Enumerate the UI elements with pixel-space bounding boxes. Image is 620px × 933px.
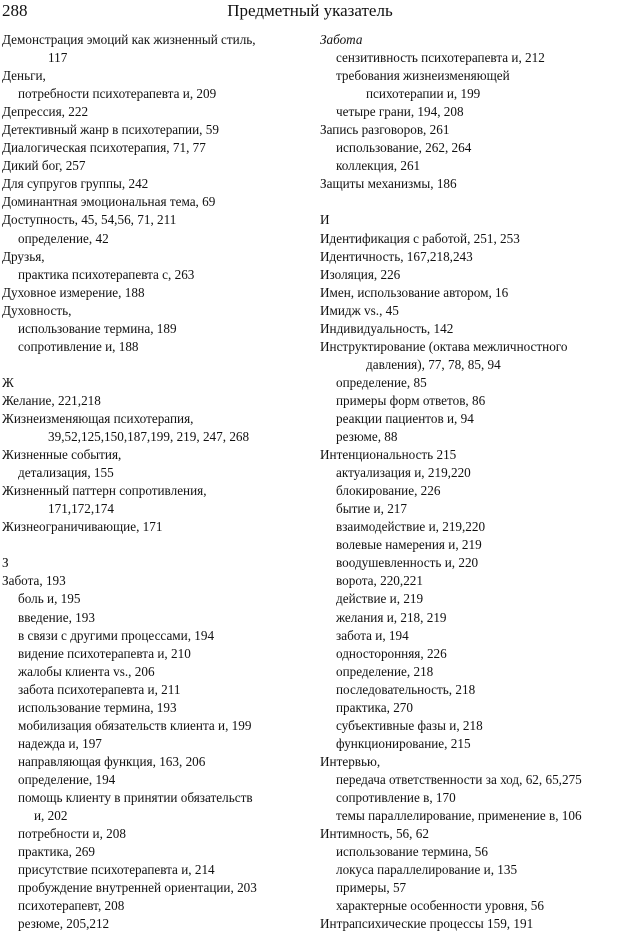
index-entry: Жизнеограничивающие, 171 [2, 519, 163, 535]
index-entry: Диалогическая психотерапия, 71, 77 [2, 140, 206, 156]
index-entry: Детективный жанр в психотерапии, 59 [2, 122, 219, 138]
page-number: 288 [2, 1, 28, 20]
index-subentry: бытие и, 217 [336, 501, 407, 517]
index-subentry: использование термина, 189 [18, 320, 177, 336]
spacer-line [2, 536, 308, 554]
index-entry: Желание, 221,218 [2, 392, 101, 408]
index-entry: Депрессия, 222 [2, 104, 89, 120]
index-subentry: четыре грани, 194, 208 [336, 104, 464, 120]
index-subentry: сензитивность психотерапевта и, 212 [336, 50, 545, 66]
index-subentry: боль и, 195 [18, 591, 81, 607]
index-entry: Деньги, [2, 68, 46, 84]
index-subentry: сопротивление в, 170 [336, 789, 456, 805]
index-entry: Дикий бог, 257 [2, 158, 86, 174]
index-subentry: и, 202 [34, 808, 68, 824]
index-subentry: действие и, 219 [336, 591, 424, 607]
index-subentry: помощь клиенту в принятии обязательств [18, 789, 253, 805]
index-subentry: определение, 218 [336, 663, 434, 679]
index-subentry: надежда и, 197 [18, 735, 102, 751]
index-subentry: использование термина, 56 [336, 844, 488, 860]
index-entry: Жизненные события, [2, 447, 122, 463]
index-entry: Друзья, [2, 248, 45, 264]
index-subentry: примеры, 57 [336, 880, 407, 896]
index-subentry: ворота, 220,221 [336, 573, 423, 589]
index-subentry: желания и, 218, 219 [336, 609, 447, 625]
index-subentry: блокирование, 226 [336, 483, 441, 499]
page-title: Предметный указатель [227, 1, 393, 20]
index-subentry: жалобы клиента vs., 206 [18, 663, 155, 679]
index-subentry: 117 [48, 50, 68, 66]
index-entry: Доминантная эмоциональная тема, 69 [2, 194, 216, 210]
index-subentry: мобилизация обязательств клиента и, 199 [18, 717, 252, 733]
index-subentry: односторонняя, 226 [336, 645, 447, 661]
index-entry: З [2, 555, 9, 571]
index-entry: Запись разговоров, 261 [320, 122, 450, 138]
index-subentry: психотерапии и, 199 [366, 86, 481, 102]
index-subentry: введение, 193 [18, 609, 95, 625]
index-subentry: примеры форм ответов, 86 [336, 392, 486, 408]
index-subentry: 171,172,174 [48, 501, 114, 517]
index-subentry: определение, 194 [18, 771, 116, 787]
index-column-left [2, 31, 308, 933]
index-subentry: последовательность, 218 [336, 681, 476, 697]
index-subentry: давления), 77, 78, 85, 94 [366, 356, 501, 372]
index-subentry: сопротивление и, 188 [18, 338, 139, 354]
index-subentry: определение, 42 [18, 230, 109, 246]
index-column-right [320, 31, 618, 933]
index-entry: Интервью, [320, 753, 381, 769]
index-entry: Имидж vs., 45 [320, 302, 399, 318]
index-entry: Духовное измерение, 188 [2, 284, 145, 300]
index-entry: Жизнеизменяющая психотерапия, [2, 410, 194, 426]
spacer-line [320, 193, 618, 211]
index-entry: Забота, 193 [2, 573, 66, 589]
index-subentry: коллекция, 261 [336, 158, 421, 174]
index-subentry: пробуждение внутренней ориентации, 203 [18, 880, 257, 896]
index-subentry: практика, 269 [18, 844, 95, 860]
index-entry: Идентификация с работой, 251, 253 [320, 230, 520, 246]
index-entry: Изоляция, 226 [320, 266, 401, 282]
index-subentry: забота и, 194 [336, 627, 409, 643]
page-header [0, 0, 620, 26]
index-subentry: 39,52,125,150,187,199, 219, 247, 268 [48, 429, 250, 445]
index-entry: Интрапсихические процессы 159, 191 [320, 916, 534, 932]
index-subentry: передача ответственности за ход, 62, 65,275 [336, 771, 582, 787]
index-entry: Забота [320, 32, 363, 47]
index-subentry: субъективные фазы и, 218 [336, 717, 483, 733]
index-entry: Демонстрация эмоций как жизненный стиль, [2, 32, 256, 47]
spacer-line [2, 356, 308, 374]
index-subentry: актуализация и, 219,220 [336, 465, 471, 481]
index-subentry: требования жизнеизменяющей [336, 68, 510, 84]
index-entry: Доступность, 45, 54,56, 71, 211 [2, 212, 177, 228]
index-entry: И [320, 212, 330, 228]
index-subentry: забота психотерапевта и, 211 [18, 681, 181, 697]
index-entry: Инструктирование (октава межличностного [320, 338, 568, 354]
index-entry: Ж [2, 374, 14, 390]
index-subentry: воодушевленность и, 220 [336, 555, 479, 571]
index-subentry: в связи с другими процессами, 194 [18, 627, 215, 643]
index-entry: Имен, использование автором, 16 [320, 284, 509, 300]
index-subentry: функционирование, 215 [336, 735, 471, 751]
index-subentry: направляющая функция, 163, 206 [18, 753, 206, 769]
index-subentry: потребности и, 208 [18, 826, 126, 842]
index-entry: Интенциональность 215 [320, 447, 457, 463]
index-entry: Идентичность, 167,218,243 [320, 248, 473, 264]
index-subentry: темы параллелирование, применение в, 106 [336, 808, 582, 824]
index-subentry: резюме, 205,212 [18, 916, 110, 932]
index-entry: Индивидуальность, 142 [320, 320, 454, 336]
index-subentry: присутствие психотерапевта и, 214 [18, 862, 215, 878]
index-subentry: резюме, 88 [336, 429, 398, 445]
index-entry: Интимность, 56, 62 [320, 826, 429, 842]
index-subentry: использование термина, 193 [18, 699, 177, 715]
index-entry: Жизненный паттерн сопротивления, [2, 483, 207, 499]
index-subentry: локуса параллелирование и, 135 [336, 862, 518, 878]
index-subentry: потребности психотерапевта и, 209 [18, 86, 217, 102]
index-entry: Защиты механизмы, 186 [320, 176, 457, 192]
index-subentry: детализация, 155 [18, 465, 114, 481]
index-subentry: реакции пациентов и, 94 [336, 410, 474, 426]
index-subentry: использование, 262, 264 [336, 140, 472, 156]
index-subentry: видение психотерапевта и, 210 [18, 645, 191, 661]
index-entry: Духовность, [2, 302, 72, 318]
index-subentry: характерные особенности уровня, 56 [336, 898, 544, 914]
index-entry: Для супругов группы, 242 [2, 176, 149, 192]
index-subentry: взаимодействие и, 219,220 [336, 519, 486, 535]
index-subentry: психотерапевт, 208 [18, 898, 125, 914]
index-subentry: практика, 270 [336, 699, 413, 715]
index-subentry: практика психотерапевта с, 263 [18, 266, 195, 282]
index-subentry: волевые намерения и, 219 [336, 537, 482, 553]
index-subentry: определение, 85 [336, 374, 427, 390]
